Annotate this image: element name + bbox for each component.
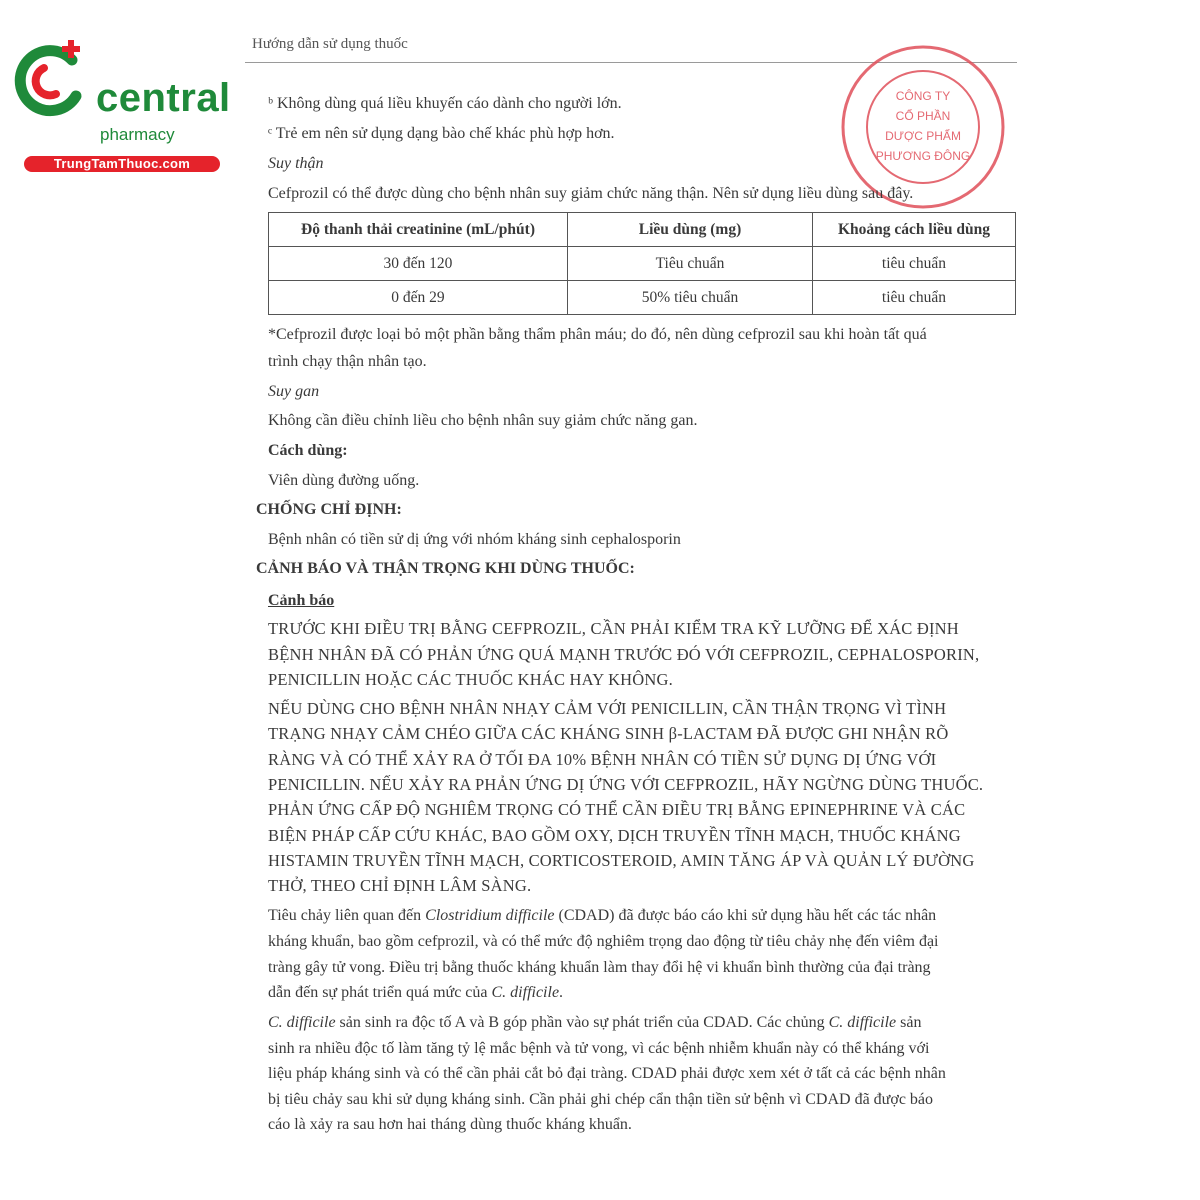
- cdad-p2-line-3: liệu pháp kháng sinh và có thể cần phải cắt bỏ đại tràng. CDAD phải được xem xét ở tất cả các bệnh nhân: [268, 1065, 946, 1082]
- warning-p2-line: PHẢN ỨNG CẤP ĐỘ NGHIÊM TRỌNG CÓ THỂ CẦN ĐIỀU TRỊ BẰNG EPINEPHRINE VÀ CÁC: [268, 800, 966, 819]
- stamp-line-4: PHƯƠNG ĐÔNG: [875, 149, 971, 163]
- logo-subtitle: pharmacy: [100, 125, 175, 144]
- cdad-p2-line-4: bị tiêu chảy sau khi sử dụng kháng sinh. Cần phải ghi chép cẩn thận tiền sử bệnh vì CDAD đã được báo: [268, 1091, 934, 1108]
- cdad-p2-line-5: cáo là xảy ra sau hơn hai tháng dùng thuốc kháng khuẩn.: [268, 1116, 632, 1133]
- hepatic-text: Không cần điều chỉnh liều cho bệnh nhân suy giảm chức năng gan.: [268, 412, 698, 429]
- table-cell: 50% tiêu chuẩn: [568, 281, 813, 315]
- footnote-c: ᶜ Trẻ em nên sử dụng dạng bào chế khác phù hợp hơn.: [268, 125, 615, 142]
- warning-p1-line: PENICILLIN HOẶC CÁC THUỐC KHÁC HAY KHÔNG.: [268, 670, 673, 689]
- warnings-heading: CẢNH BÁO VÀ THẬN TRỌNG KHI DÙNG THUỐC:: [256, 560, 635, 577]
- stamp-line-3: DƯỢC PHẨM: [885, 129, 961, 143]
- warnings-subheading: Cảnh báo: [268, 592, 335, 609]
- table-header-cell: Độ thanh thải creatinine (mL/phút): [269, 213, 568, 247]
- table-cell: tiêu chuẩn: [813, 247, 1016, 281]
- table-header-cell: Khoảng cách liều dùng: [813, 213, 1016, 247]
- central-pharmacy-logo: [10, 38, 231, 171]
- contraindications-heading: CHỐNG CHỈ ĐỊNH:: [256, 501, 402, 518]
- cdad-p1-line-4: dẫn đến sự phát triển quá mức của C. difficile.: [268, 984, 564, 1001]
- cdad-p1-line-2: kháng khuẩn, bao gồm cefprozil, và có thể mức độ nghiêm trọng dao động từ tiêu chảy nhẹ đến viêm đại: [268, 933, 939, 950]
- warning-p2-line: HISTAMIN TRUYỀN TĨNH MẠCH, CORTICOSTEROID, AMIN TĂNG ÁP VÀ QUẢN LÝ ĐƯỜNG: [268, 851, 975, 870]
- logo-wordmark: central: [96, 76, 231, 120]
- warning-p2-line: PENICILLIN. NẾU XẢY RA PHẢN ỨNG DỊ ỨNG VỚI CEFPROZIL, HÃY NGỪNG DÙNG THUỐC.: [268, 775, 984, 794]
- renal-dosing-table: [268, 212, 1016, 315]
- warning-p1-line: TRƯỚC KHI ĐIỀU TRỊ BẰNG CEFPROZIL, CẦN PHẢI KIỂM TRA KỸ LƯỠNG ĐỂ XÁC ĐỊNH: [268, 619, 959, 638]
- warning-p1-line: BỆNH NHÂN ĐÃ CÓ PHẢN ỨNG QUÁ MẠNH TRƯỚC ĐÓ VỚI CEFPROZIL, CEPHALOSPORIN,: [268, 645, 980, 664]
- pharmacy-cross-logo-icon: [10, 38, 94, 122]
- table-cell: Tiêu chuẩn: [568, 247, 813, 281]
- warning-p2-line: BIỆN PHÁP CẤP CỨU KHÁC, BAO GỒM OXY, DỊCH TRUYỀN TĨNH MẠCH, THUỐC KHÁNG: [268, 826, 961, 845]
- table-cell: tiêu chuẩn: [813, 281, 1016, 315]
- footnote-b: ᵇ Không dùng quá liều khuyến cáo dành cho người lớn.: [268, 95, 622, 112]
- cdad-p2-line-1: C. difficile sản sinh ra độc tố A và B góp phần vào sự phát triển của CDAD. Các chủng C. difficile sản: [268, 1014, 922, 1031]
- stamp-line-2: CỔ PHẦN: [895, 109, 951, 123]
- document-header: Hướng dẫn sử dụng thuốc: [252, 36, 408, 52]
- warning-p2-line: NẾU DÙNG CHO BỆNH NHÂN NHẠY CẢM VỚI PENICILLIN, CẦN THẬN TRỌNG VÌ TÌNH: [268, 699, 947, 718]
- cdad-p2-line-2: sinh ra nhiều độc tố làm tăng tỷ lệ mắc bệnh và tử vong, vì các bệnh nhiễm khuẩn này có thể kháng với: [268, 1040, 930, 1057]
- renal-note-line-2: trình chạy thận nhân tạo.: [268, 353, 427, 370]
- warning-p2-line: TRẠNG NHẠY CẢM CHÉO GIỮA CÁC KHÁNG SINH β-LACTAM ĐÃ ĐƯỢC GHI NHẬN RÕ: [268, 724, 949, 743]
- hepatic-heading: Suy gan: [268, 383, 320, 400]
- table-cell: 30 đến 120: [269, 247, 568, 281]
- warning-p2-line: THỞ, THEO CHỈ ĐỊNH LÂM SÀNG.: [268, 876, 532, 895]
- usage-text: Viên dùng đường uống.: [268, 472, 420, 489]
- usage-heading: Cách dùng:: [268, 442, 348, 459]
- warning-p2-line: RÀNG VÀ CÓ THỂ XẢY RA Ở TỐI ĐA 10% BỆNH NHÂN CÓ TIỀN SỬ DỤNG DỊ ỨNG VỚI: [268, 750, 937, 769]
- table-row: [269, 281, 1016, 315]
- cdad-p1-line-3: tràng gây tử vong. Điều trị bằng thuốc kháng khuẩn làm thay đổi hệ vi khuẩn bình thường của đại tràng: [268, 959, 931, 976]
- renal-intro: Cefprozil có thể được dùng cho bệnh nhân suy giảm chức năng thận. Nên sử dụng liều dùng sau đây.: [268, 185, 914, 202]
- table-row: [269, 247, 1016, 281]
- cdad-p1-line-1: Tiêu chảy liên quan đến Clostridium difficile (CDAD) đã được báo cáo khi sử dụng hầu hết các tác nhân: [268, 907, 937, 924]
- renal-note-line-1: *Cefprozil được loại bỏ một phần bằng thẩm phân máu; do đó, nên dùng cefprozil sau khi hoàn tất quá: [268, 326, 927, 343]
- table-header-cell: Liều dùng (mg): [568, 213, 813, 247]
- table-cell: 0 đến 29: [269, 281, 568, 315]
- logo-url-bar: TrungTamThuoc.com: [24, 156, 220, 172]
- renal-heading: Suy thận: [268, 155, 324, 172]
- stamp-line-1: CÔNG TY: [895, 89, 951, 103]
- table-header-row: [269, 213, 1016, 247]
- contraindications-text: Bệnh nhân có tiền sử dị ứng với nhóm kháng sinh cephalosporin: [268, 531, 681, 548]
